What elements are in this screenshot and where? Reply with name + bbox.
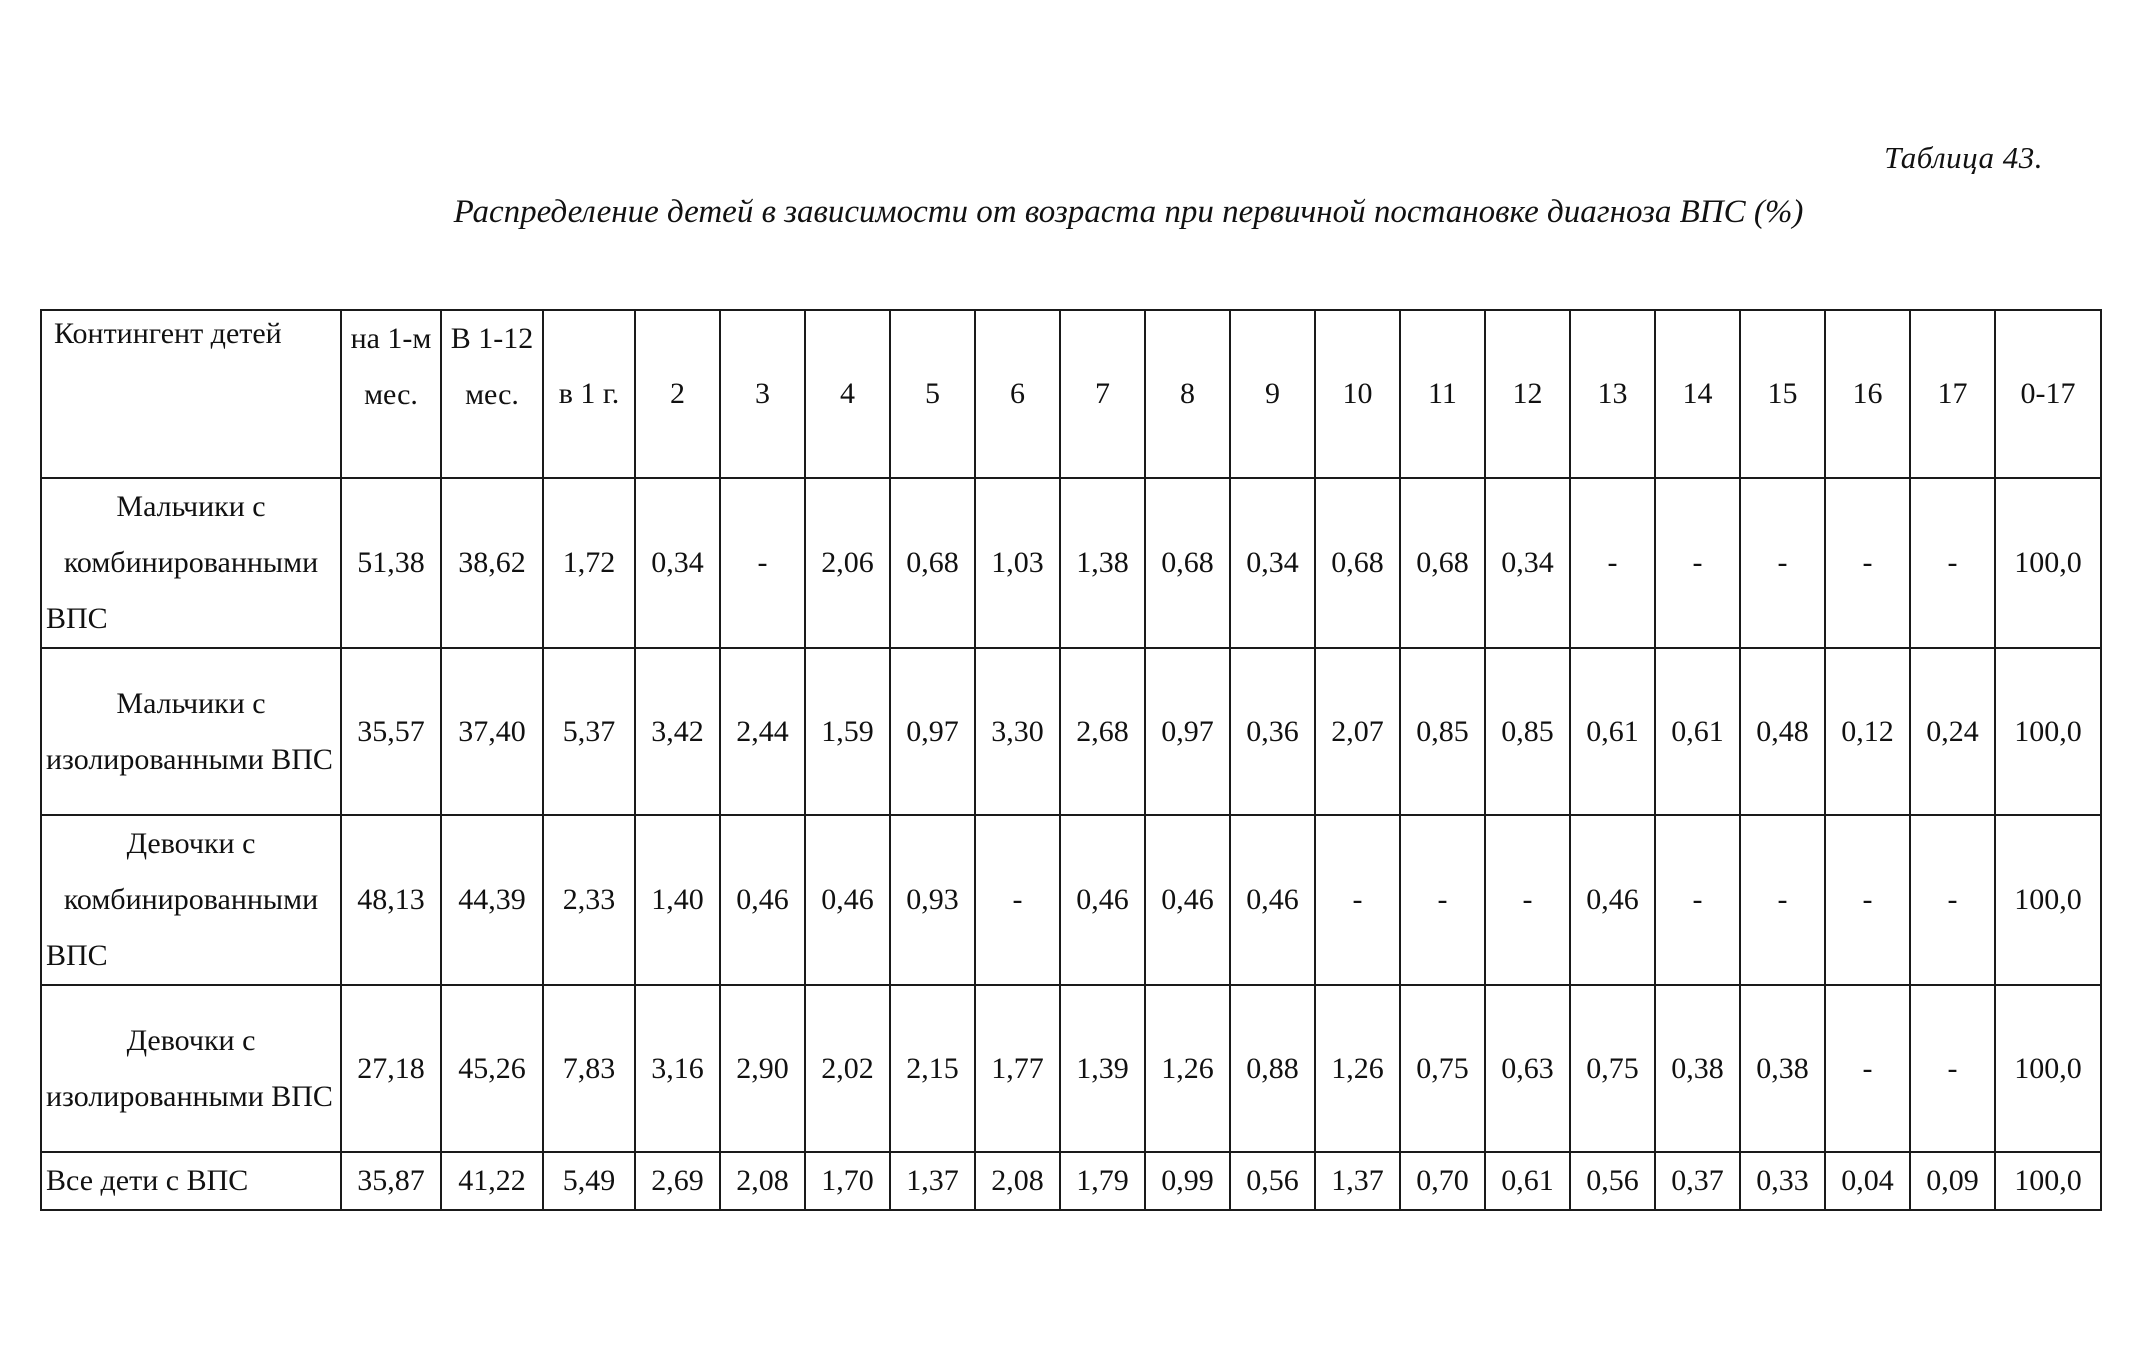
- table-cell: 5,49: [543, 1152, 635, 1210]
- table-cell: 0,63: [1485, 985, 1570, 1152]
- table-cell: -: [1485, 815, 1570, 985]
- table-cell: 48,13: [341, 815, 441, 985]
- table-cell-total: 100,0: [1995, 478, 2101, 648]
- row-label: Все дети с ВПС: [41, 1152, 341, 1210]
- header-first-month: на 1-м мес.: [341, 310, 441, 478]
- table-cell: 0,09: [1910, 1152, 1995, 1210]
- table-cell: 0,46: [720, 815, 805, 985]
- table-cell: 1,03: [975, 478, 1060, 648]
- table-cell: -: [1825, 985, 1910, 1152]
- table-cell: -: [1315, 815, 1400, 985]
- table-cell: 0,97: [890, 648, 975, 815]
- table-cell: 0,75: [1570, 985, 1655, 1152]
- table-cell: 0,46: [1230, 815, 1315, 985]
- table-cell: 7,83: [543, 985, 635, 1152]
- table-cell: 2,07: [1315, 648, 1400, 815]
- table-cell: 1,26: [1145, 985, 1230, 1152]
- table-cell: 51,38: [341, 478, 441, 648]
- row-label: Мальчики с комбинированными ВПС: [41, 478, 341, 648]
- table-cell: 0,46: [1060, 815, 1145, 985]
- header-age: 2: [635, 310, 720, 478]
- header-age: 15: [1740, 310, 1825, 478]
- table-cell: 0,34: [1485, 478, 1570, 648]
- table-cell: 0,34: [635, 478, 720, 648]
- table-cell: 0,04: [1825, 1152, 1910, 1210]
- table-cell: 0,56: [1230, 1152, 1315, 1210]
- header-age: 13: [1570, 310, 1655, 478]
- table-cell: 1,77: [975, 985, 1060, 1152]
- table-cell: 0,88: [1230, 985, 1315, 1152]
- table-cell: 0,38: [1655, 985, 1740, 1152]
- header-age: 6: [975, 310, 1060, 478]
- table-cell: 0,46: [1145, 815, 1230, 985]
- table-cell: -: [975, 815, 1060, 985]
- header-row: [41, 310, 2101, 478]
- header-age: 11: [1400, 310, 1485, 478]
- header-age: 5: [890, 310, 975, 478]
- table-cell: 1,70: [805, 1152, 890, 1210]
- header-age: 16: [1825, 310, 1910, 478]
- table-cell: 2,90: [720, 985, 805, 1152]
- table-cell: 0,68: [1400, 478, 1485, 648]
- table-cell: 27,18: [341, 985, 441, 1152]
- table-cell: 0,33: [1740, 1152, 1825, 1210]
- header-age: 10: [1315, 310, 1400, 478]
- table-title: Распределение детей в зависимости от возраста при первичной постановке диагноза ВПС (%): [453, 194, 1804, 230]
- table-row: [41, 815, 2101, 985]
- table-cell: 3,16: [635, 985, 720, 1152]
- table-cell: 0,61: [1485, 1152, 1570, 1210]
- table-cell: 41,22: [441, 1152, 543, 1210]
- table-cell: 1,40: [635, 815, 720, 985]
- table-cell: 0,38: [1740, 985, 1825, 1152]
- header-age: 3: [720, 310, 805, 478]
- table-cell: 2,06: [805, 478, 890, 648]
- table-cell: 1,39: [1060, 985, 1145, 1152]
- table-cell: 0,75: [1400, 985, 1485, 1152]
- header-age: 4: [805, 310, 890, 478]
- table-cell: 3,42: [635, 648, 720, 815]
- header-age: 12: [1485, 310, 1570, 478]
- table-cell: 0,85: [1400, 648, 1485, 815]
- table-cell: 2,15: [890, 985, 975, 1152]
- header-year-1: в 1 г.: [543, 310, 635, 478]
- table-cell: 0,70: [1400, 1152, 1485, 1210]
- table-cell: 0,46: [1570, 815, 1655, 985]
- table-cell: 45,26: [441, 985, 543, 1152]
- table-cell: 2,02: [805, 985, 890, 1152]
- table-cell: 0,85: [1485, 648, 1570, 815]
- table-cell: 2,68: [1060, 648, 1145, 815]
- table-cell: -: [720, 478, 805, 648]
- table-cell: 0,61: [1655, 648, 1740, 815]
- table-cell: -: [1740, 478, 1825, 648]
- table-cell: 37,40: [441, 648, 543, 815]
- header-contingent: Контингент детей: [41, 310, 341, 478]
- table-cell: 1,72: [543, 478, 635, 648]
- table-row: [41, 648, 2101, 815]
- header-months-1-12: В 1-12 мес.: [441, 310, 543, 478]
- header-age: 17: [1910, 310, 1995, 478]
- table-cell: 0,36: [1230, 648, 1315, 815]
- header-age: 14: [1655, 310, 1740, 478]
- table-cell: 0,61: [1570, 648, 1655, 815]
- table-cell: -: [1825, 478, 1910, 648]
- table-cell: 2,08: [975, 1152, 1060, 1210]
- distribution-table: [40, 309, 2102, 1211]
- table-cell: -: [1910, 478, 1995, 648]
- table-cell: 44,39: [441, 815, 543, 985]
- table-cell: 35,57: [341, 648, 441, 815]
- table-cell: 0,56: [1570, 1152, 1655, 1210]
- table-cell-total: 100,0: [1995, 1152, 2101, 1210]
- table-cell: 0,68: [1145, 478, 1230, 648]
- table-row: [41, 985, 2101, 1152]
- table-cell: -: [1910, 815, 1995, 985]
- table-cell: 1,37: [890, 1152, 975, 1210]
- table-cell: -: [1570, 478, 1655, 648]
- table-cell: 3,30: [975, 648, 1060, 815]
- table-cell: -: [1655, 815, 1740, 985]
- table-cell-total: 100,0: [1995, 815, 2101, 985]
- table-cell: 1,37: [1315, 1152, 1400, 1210]
- table-cell: 2,69: [635, 1152, 720, 1210]
- table-cell: 38,62: [441, 478, 543, 648]
- table-cell: 1,26: [1315, 985, 1400, 1152]
- table-cell: 0,12: [1825, 648, 1910, 815]
- table-cell: 0,37: [1655, 1152, 1740, 1210]
- table-cell: 5,37: [543, 648, 635, 815]
- table-cell: 0,46: [805, 815, 890, 985]
- header-total: 0-17: [1995, 310, 2101, 478]
- header-age: 8: [1145, 310, 1230, 478]
- row-label: Девочки с комбинированными ВПС: [41, 815, 341, 985]
- table-cell: -: [1740, 815, 1825, 985]
- table-cell: 1,79: [1060, 1152, 1145, 1210]
- table-row: [41, 478, 2101, 648]
- table-cell: 0,93: [890, 815, 975, 985]
- table-cell: 2,08: [720, 1152, 805, 1210]
- table-cell: 1,59: [805, 648, 890, 815]
- table-row-total: [41, 1152, 2101, 1210]
- table-cell: 0,48: [1740, 648, 1825, 815]
- table-cell: -: [1825, 815, 1910, 985]
- table-cell: -: [1400, 815, 1485, 985]
- table-cell: 0,99: [1145, 1152, 1230, 1210]
- table-cell: 0,34: [1230, 478, 1315, 648]
- table-cell-total: 100,0: [1995, 985, 2101, 1152]
- table-number-label: Таблица 43.: [1884, 140, 2043, 175]
- table-cell-total: 100,0: [1995, 648, 2101, 815]
- header-age: 9: [1230, 310, 1315, 478]
- row-label: Девочки с изолированными ВПС: [41, 985, 341, 1152]
- table-cell: 0,24: [1910, 648, 1995, 815]
- table-cell: 0,68: [1315, 478, 1400, 648]
- header-age: 7: [1060, 310, 1145, 478]
- table-cell: 2,44: [720, 648, 805, 815]
- row-label: Мальчики с изолированными ВПС: [41, 648, 341, 815]
- table-cell: -: [1910, 985, 1995, 1152]
- table-cell: 2,33: [543, 815, 635, 985]
- table-cell: 35,87: [341, 1152, 441, 1210]
- table-cell: 0,68: [890, 478, 975, 648]
- table-cell: -: [1655, 478, 1740, 648]
- table-cell: 0,97: [1145, 648, 1230, 815]
- table-cell: 1,38: [1060, 478, 1145, 648]
